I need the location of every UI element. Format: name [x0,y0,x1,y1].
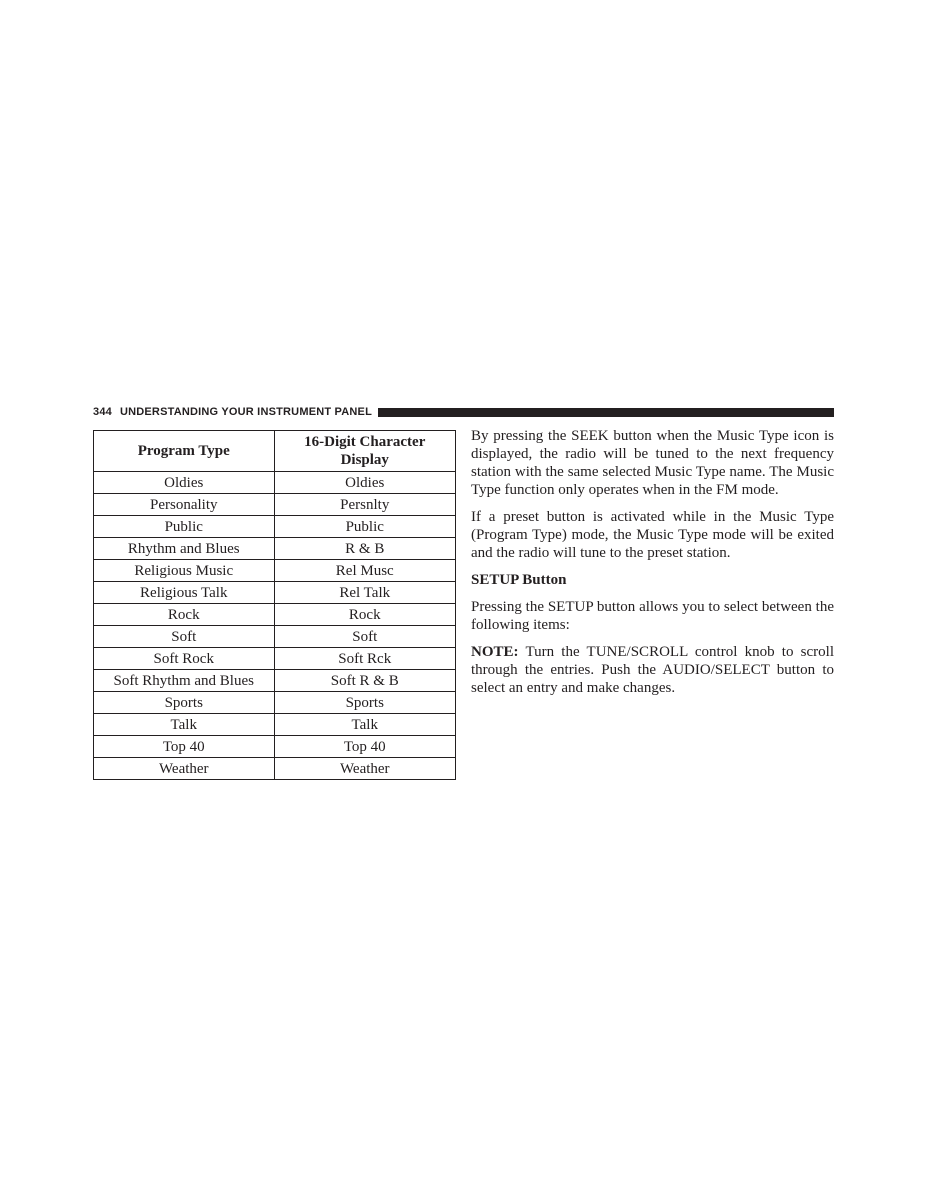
character-display-cell: Soft [274,626,456,648]
character-display-cell: Persnlty [274,494,456,516]
setup-button-heading: SETUP Button [471,572,567,588]
program-type-cell: Public [94,516,275,538]
character-display-cell: Top 40 [274,736,456,758]
program-type-cell: Oldies [94,472,275,494]
program-type-cell: Top 40 [94,736,275,758]
program-type-cell: Talk [94,714,275,736]
character-display-cell: Weather [274,758,456,780]
column-header-program-type: Program Type [94,431,275,472]
body-text-column [471,427,834,706]
page-header [93,405,834,419]
character-display-cell: Talk [274,714,456,736]
section-title: UNDERSTANDING YOUR INSTRUMENT PANEL [119,406,373,418]
program-type-cell: Soft Rock [94,648,275,670]
table-row [94,648,456,670]
character-display-cell: Rel Talk [274,582,456,604]
character-display-cell: Rel Musc [274,560,456,582]
character-display-cell: Rock [274,604,456,626]
character-display-cell: Soft Rck [274,648,456,670]
table-row [94,626,456,648]
table-row [94,494,456,516]
note-paragraph [471,643,834,697]
paragraph-seek: By pressing the SEEK button when the Music Type icon is displayed, the radio will be tuned to the next frequency station with the same selected Music Type name. The Music Type function only operates when in the FM mode. [471,428,834,498]
table-row [94,670,456,692]
character-display-cell: Oldies [274,472,456,494]
page-number: 344 [93,406,112,418]
character-display-cell: R & B [274,538,456,560]
program-type-cell: Personality [94,494,275,516]
header-rule [378,408,834,417]
table-row [94,472,456,494]
program-type-cell: Religious Talk [94,582,275,604]
table-row [94,604,456,626]
column-header-character-display: 16-Digit Character Display [274,431,456,472]
table-header-row [94,431,456,472]
character-display-cell: Public [274,516,456,538]
program-type-cell: Soft [94,626,275,648]
program-type-table [93,430,456,780]
table-body [94,472,456,780]
paragraph-setup: Pressing the SETUP button allows you to select between the following items: [471,599,834,633]
table-row [94,692,456,714]
table-row [94,516,456,538]
program-type-cell: Soft Rhythm and Blues [94,670,275,692]
table-row [94,560,456,582]
note-label: NOTE: [471,644,519,660]
character-display-cell: Soft R & B [274,670,456,692]
table-row [94,714,456,736]
program-type-cell: Weather [94,758,275,780]
table-row [94,758,456,780]
program-type-cell: Sports [94,692,275,714]
table-row [94,538,456,560]
program-type-cell: Rock [94,604,275,626]
note-text: Turn the TUNE/SCROLL control knob to scroll through the entries. Push the AUDIO/SELECT button to select an entry and make changes. [471,644,834,696]
table-row [94,736,456,758]
paragraph-preset: If a preset button is activated while in the Music Type (Program Type) mode, the Music Type mode will be exited and the radio will tune to the preset station. [471,509,834,561]
character-display-cell: Sports [274,692,456,714]
program-type-cell: Religious Music [94,560,275,582]
program-type-cell: Rhythm and Blues [94,538,275,560]
table-row [94,582,456,604]
